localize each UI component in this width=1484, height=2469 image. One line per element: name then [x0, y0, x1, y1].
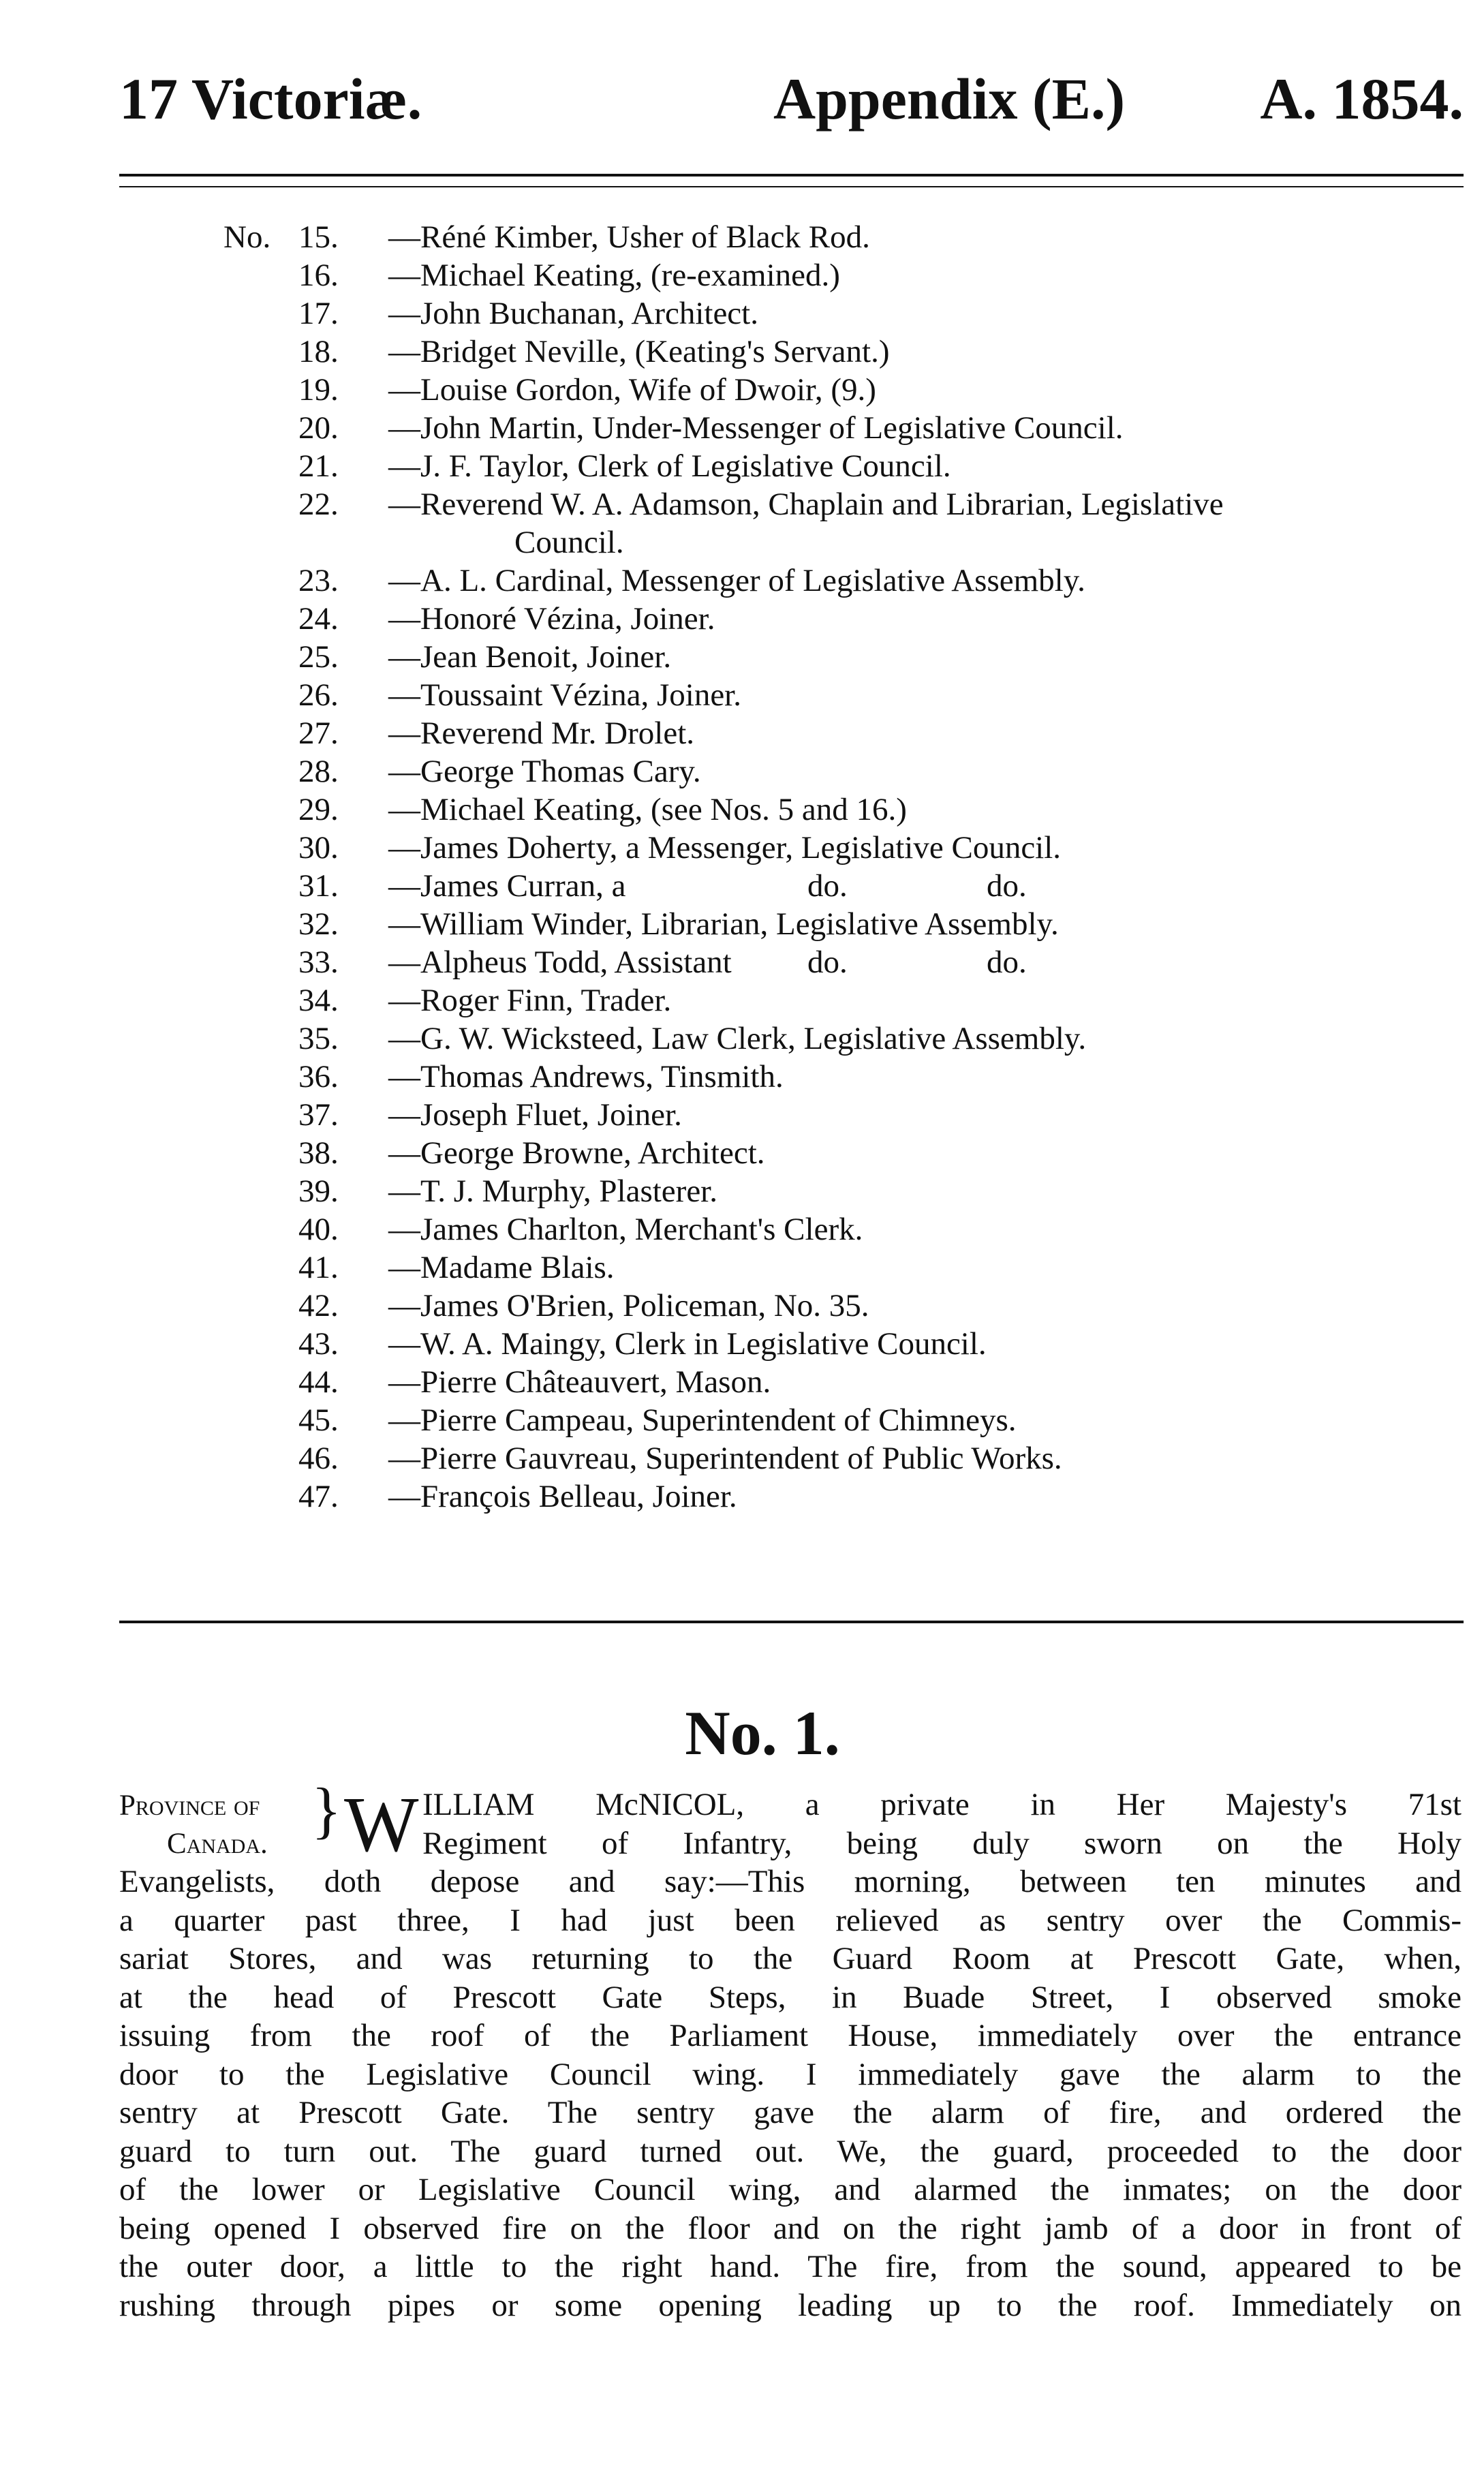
text-line: of the lower or Legislative Council wing, and alarmed the inmates; on the door	[119, 2172, 1462, 2207]
witness-number: 32.	[298, 906, 339, 942]
witness-entry	[0, 333, 1484, 371]
margin-brace: }	[311, 1775, 342, 1845]
witness-number: 31.	[298, 868, 339, 904]
header-year: A. 1854.	[1260, 66, 1464, 132]
witness-name: —Reverend Mr. Drolet.	[388, 716, 695, 751]
witness-entry	[0, 1287, 1484, 1325]
witness-name: —James Doherty, a Messenger, Legislative Council.	[388, 830, 1062, 865]
witness-number: 22.	[298, 487, 339, 522]
witness-name-continuation: Council.	[514, 525, 624, 560]
witness-entry	[0, 714, 1484, 752]
witness-name: —Roger Finn, Trader.	[388, 983, 672, 1018]
header-appendix: Appendix (E.)	[773, 66, 1126, 132]
witness-name: —François Belleau, Joiner.	[388, 1479, 737, 1514]
witness-number: 41.	[298, 1250, 339, 1285]
ditto-mark: do.	[807, 945, 848, 980]
text-line: Evangelists, doth depose and say:—This morning, between ten minutes and	[119, 1864, 1462, 1899]
witness-entry	[0, 447, 1484, 485]
witness-number: 42.	[298, 1288, 339, 1323]
witness-number: 24.	[298, 601, 339, 637]
witness-number: 33.	[298, 945, 339, 980]
witness-entry	[0, 562, 1484, 600]
witness-entry	[0, 829, 1484, 867]
ditto-mark: do.	[807, 868, 848, 904]
witness-name: —James Curran, a	[388, 868, 626, 904]
witness-name: —John Martin, Under-Messenger of Legislative Council.	[388, 410, 1124, 446]
witness-name: —Bridget Neville, (Keating's Servant.)	[388, 334, 890, 369]
page-header	[119, 65, 1464, 147]
witness-entry	[0, 1172, 1484, 1210]
header-session: 17 Victoriæ.	[119, 66, 422, 132]
witness-entry	[0, 256, 1484, 294]
margin-label-province: Province of	[119, 1790, 260, 1822]
text-line: door to the Legislative Council wing. I immediately gave the alarm to the	[119, 2056, 1462, 2092]
witness-entry	[0, 676, 1484, 714]
ditto-mark: do.	[987, 868, 1027, 904]
witness-entry	[0, 1210, 1484, 1248]
ditto-mark: do.	[987, 945, 1027, 980]
witness-list-prefix: No.	[223, 219, 271, 255]
witness-entry	[0, 1363, 1484, 1401]
witness-number: 25.	[298, 639, 339, 675]
witness-number: 30.	[298, 830, 339, 865]
witness-number: 40.	[298, 1212, 339, 1247]
witness-name: —Thomas Andrews, Tinsmith.	[388, 1059, 784, 1094]
witness-name: —W. A. Maingy, Clerk in Legislative Council.	[388, 1326, 987, 1362]
witness-number: 17.	[298, 296, 339, 331]
witness-name: —Réné Kimber, Usher of Black Rod.	[388, 219, 870, 255]
text-line: the outer door, a little to the right hand. The fire, from the sound, appeared to be	[119, 2249, 1462, 2284]
witness-entry	[0, 791, 1484, 829]
witness-list	[0, 218, 1484, 1516]
witness-number: 15.	[298, 219, 339, 255]
witness-entry	[0, 294, 1484, 333]
witness-name: —Toussaint Vézina, Joiner.	[388, 677, 741, 713]
witness-entry-continuation	[0, 523, 1484, 562]
witness-number: 27.	[298, 716, 339, 751]
witness-number: 19.	[298, 372, 339, 408]
witness-entry	[0, 1248, 1484, 1287]
witness-entry	[0, 1439, 1484, 1477]
deposition-text	[119, 1775, 1462, 2325]
witness-entry	[0, 1134, 1484, 1172]
witness-name: —Pierre Campeau, Superintendent of Chimneys.	[388, 1402, 1017, 1438]
witness-name: —John Buchanan, Architect.	[388, 296, 758, 331]
witness-number: 37.	[298, 1097, 339, 1133]
text-line: guard to turn out. The guard turned out. We, the guard, proceeded to the door	[119, 2133, 1462, 2169]
witness-name: —George Browne, Architect.	[388, 1135, 765, 1171]
witness-name: —T. J. Murphy, Plasterer.	[388, 1174, 717, 1209]
witness-entry	[0, 867, 1484, 905]
witness-name: —Reverend W. A. Adamson, Chaplain and Librarian, Legislative	[388, 487, 1224, 522]
witness-number: 23.	[298, 563, 339, 598]
witness-number: 39.	[298, 1174, 339, 1209]
witness-entry	[0, 485, 1484, 523]
witness-entry	[0, 409, 1484, 447]
text-line: Regiment of Infantry, being duly sworn on the Holy	[422, 1825, 1462, 1861]
witness-number: 20.	[298, 410, 339, 446]
text-line: being opened I observed fire on the floor and on the right jamb of a door in front of	[119, 2210, 1462, 2246]
witness-number: 29.	[298, 792, 339, 827]
witness-entry	[0, 600, 1484, 638]
witness-entry	[0, 1401, 1484, 1439]
witness-name: —Pierre Châteauvert, Mason.	[388, 1364, 771, 1400]
margin-label-canada: Canada.	[167, 1828, 268, 1860]
witness-number: 44.	[298, 1364, 339, 1400]
witness-number: 21.	[298, 448, 339, 484]
witness-name: —William Winder, Librarian, Legislative Assembly.	[388, 906, 1059, 942]
witness-number: 43.	[298, 1326, 339, 1362]
witness-number: 26.	[298, 677, 339, 713]
witness-entry	[0, 943, 1484, 981]
witness-name: —Alpheus Todd, Assistant	[388, 945, 732, 980]
witness-number: 47.	[298, 1479, 339, 1514]
witness-entry	[0, 981, 1484, 1019]
text-line: ILLIAM McNICOL, a private in Her Majesty's 71st	[422, 1787, 1462, 1822]
section-title: No. 1.	[685, 1698, 840, 1768]
witness-name: —James Charlton, Merchant's Clerk.	[388, 1212, 863, 1247]
witness-entry	[0, 1325, 1484, 1363]
text-line: sentry at Prescott Gate. The sentry gave the alarm of fire, and ordered the	[119, 2095, 1462, 2130]
text-line: issuing from the roof of the Parliament House, immediately over the entrance	[119, 2018, 1462, 2053]
witness-number: 16.	[298, 258, 339, 293]
header-double-rule	[119, 174, 1464, 187]
witness-entry	[0, 218, 1484, 256]
witness-name: —Madame Blais.	[388, 1250, 615, 1285]
witness-name: —Michael Keating, (see Nos. 5 and 16.)	[388, 792, 907, 827]
section-divider-rule	[119, 1621, 1464, 1623]
witness-number: 18.	[298, 334, 339, 369]
witness-name: —Joseph Fluet, Joiner.	[388, 1097, 682, 1133]
witness-entry	[0, 638, 1484, 676]
witness-name: —A. L. Cardinal, Messenger of Legislative Assembly.	[388, 563, 1085, 598]
drop-capital: W	[344, 1781, 419, 1869]
witness-name: —James O'Brien, Policeman, No. 35.	[388, 1288, 869, 1323]
text-line: at the head of Prescott Gate Steps, in Buade Street, I observed smoke	[119, 1979, 1462, 2015]
witness-entry	[0, 371, 1484, 409]
witness-entry	[0, 1096, 1484, 1134]
witness-entry	[0, 752, 1484, 791]
witness-entry	[0, 1019, 1484, 1058]
text-line: sariat Stores, and was returning to the Guard Room at Prescott Gate, when,	[119, 1941, 1462, 1976]
witness-name: —George Thomas Cary.	[388, 754, 701, 789]
witness-name: —Jean Benoit, Joiner.	[388, 639, 672, 675]
witness-entry	[0, 1058, 1484, 1096]
witness-number: 34.	[298, 983, 339, 1018]
text-line: rushing through pipes or some opening leading up to the roof. Immediately on	[119, 2287, 1462, 2323]
witness-number: 36.	[298, 1059, 339, 1094]
text-line: a quarter past three, I had just been relieved as sentry over the Commis-	[119, 1902, 1462, 1938]
witness-entry	[0, 1477, 1484, 1516]
witness-name: —G. W. Wicksteed, Law Clerk, Legislative Assembly.	[388, 1021, 1087, 1056]
witness-number: 35.	[298, 1021, 339, 1056]
witness-name: —Louise Gordon, Wife of Dwoir, (9.)	[388, 372, 876, 408]
witness-entry	[0, 905, 1484, 943]
witness-number: 45.	[298, 1402, 339, 1438]
witness-number: 46.	[298, 1441, 339, 1476]
witness-number: 38.	[298, 1135, 339, 1171]
witness-name: —Honoré Vézina, Joiner.	[388, 601, 715, 637]
witness-name: —Pierre Gauvreau, Superintendent of Public Works.	[388, 1441, 1062, 1476]
witness-name: —Michael Keating, (re-examined.)	[388, 258, 840, 293]
witness-name: —J. F. Taylor, Clerk of Legislative Council.	[388, 448, 951, 484]
witness-number: 28.	[298, 754, 339, 789]
